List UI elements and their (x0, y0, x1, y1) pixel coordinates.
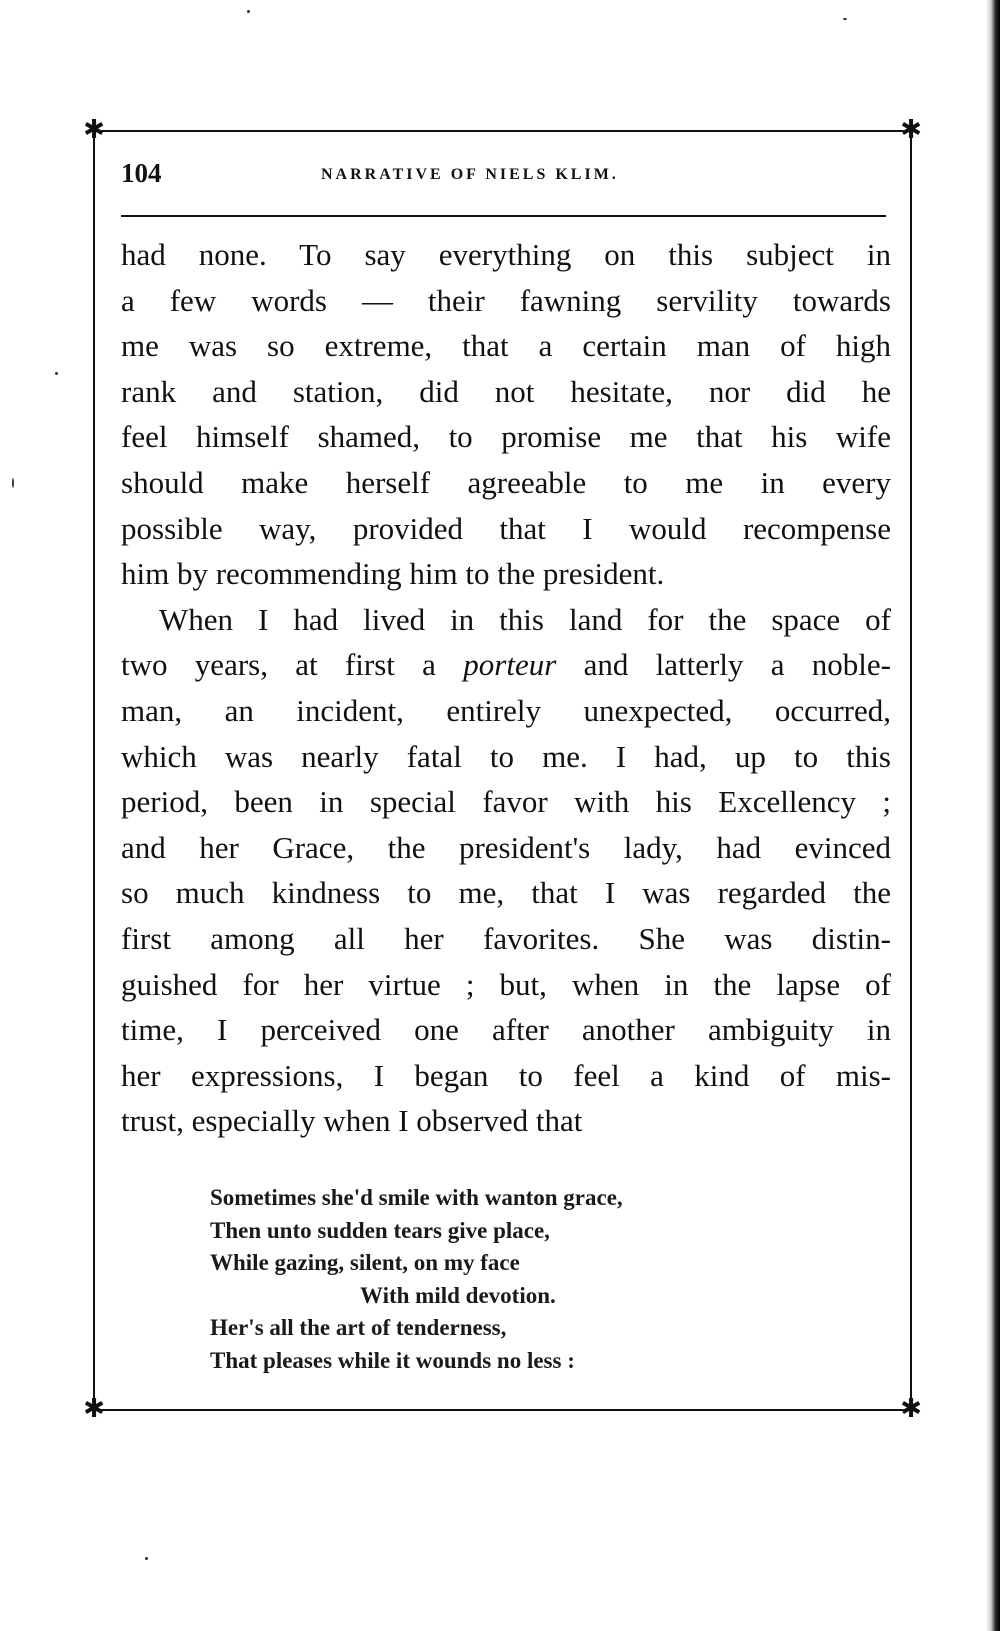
frame-top-rule (93, 130, 911, 132)
text-line: which was nearly fatal to me. I had, up to this (121, 738, 891, 774)
text-line (121, 642, 891, 688)
paper-speck (247, 10, 250, 13)
page-header (121, 158, 886, 194)
running-head: NARRATIVE OF NIELS KLIM. (321, 166, 619, 183)
text-line: trust, especially when I observed that (121, 1103, 583, 1139)
corner-ornament-icon: ✱ (83, 115, 105, 145)
verse-line: Then unto sudden tears give place, (210, 1217, 550, 1243)
text-segment: two years, at first a (121, 647, 464, 683)
frame-left-rule (93, 131, 95, 1409)
text-line: possible way, provided that I would recompense (121, 510, 891, 546)
page-number: 104 (121, 158, 162, 188)
paper-speck (145, 1557, 148, 1560)
body-text (121, 232, 891, 1144)
text-line: and her Grace, the president's lady, had evinced (121, 829, 891, 865)
corner-ornament-icon: ✱ (900, 1394, 922, 1424)
text-line: her expressions, I began to feel a kind of mis- (121, 1057, 891, 1093)
text-line: first among all her favorites. She was distin- (121, 920, 891, 956)
verse-line: With mild devotion. (360, 1282, 556, 1308)
corner-ornament-icon: ✱ (900, 115, 922, 145)
text-line: time, I perceived one after another ambiguity in (121, 1012, 891, 1048)
verse-line: Her's all the art of tenderness, (210, 1315, 507, 1341)
corner-ornament-icon: ✱ (83, 1394, 105, 1424)
paper-speck (12, 478, 14, 488)
frame-bottom-rule (93, 1409, 911, 1411)
paper-speck (55, 372, 58, 375)
text-line: guished for her virtue ; but, when in the lapse of (121, 966, 891, 1002)
text-line: rank and station, did not hesitate, nor did he (121, 373, 891, 409)
verse-block (210, 1182, 623, 1378)
paper-speck (843, 18, 847, 20)
paragraph (121, 597, 891, 1144)
text-segment: and latterly a noble- (556, 647, 891, 683)
italic-word: porteur (463, 647, 557, 683)
verse-line: That pleases while it wounds no less : (210, 1347, 575, 1373)
text-line: should make herself agreeable to me in every (121, 464, 891, 500)
text-line: feel himself shamed, to promise me that his wife (121, 419, 891, 455)
header-rule (121, 215, 886, 217)
text-line: him by recommending him to the president. (121, 556, 665, 592)
paragraph (121, 232, 891, 597)
verse-line: Sometimes she'd smile with wanton grace, (210, 1185, 623, 1210)
text-line: me was so extreme, that a certain man of high (121, 328, 891, 364)
text-line: a few words — their fawning servility towards (121, 282, 891, 318)
text-line: had none. To say everything on this subject in (121, 237, 891, 272)
text-line: period, been in special favor with his Excellency ; (121, 784, 891, 820)
text-line: so much kindness to me, that I was regarded the (121, 875, 891, 911)
text-line: man, an incident, entirely unexpected, occurred, (121, 692, 891, 728)
verse-line: While gazing, silent, on my face (210, 1250, 520, 1276)
frame-right-rule (910, 131, 912, 1409)
text-line: When I had lived in this land for the space of (159, 601, 891, 637)
